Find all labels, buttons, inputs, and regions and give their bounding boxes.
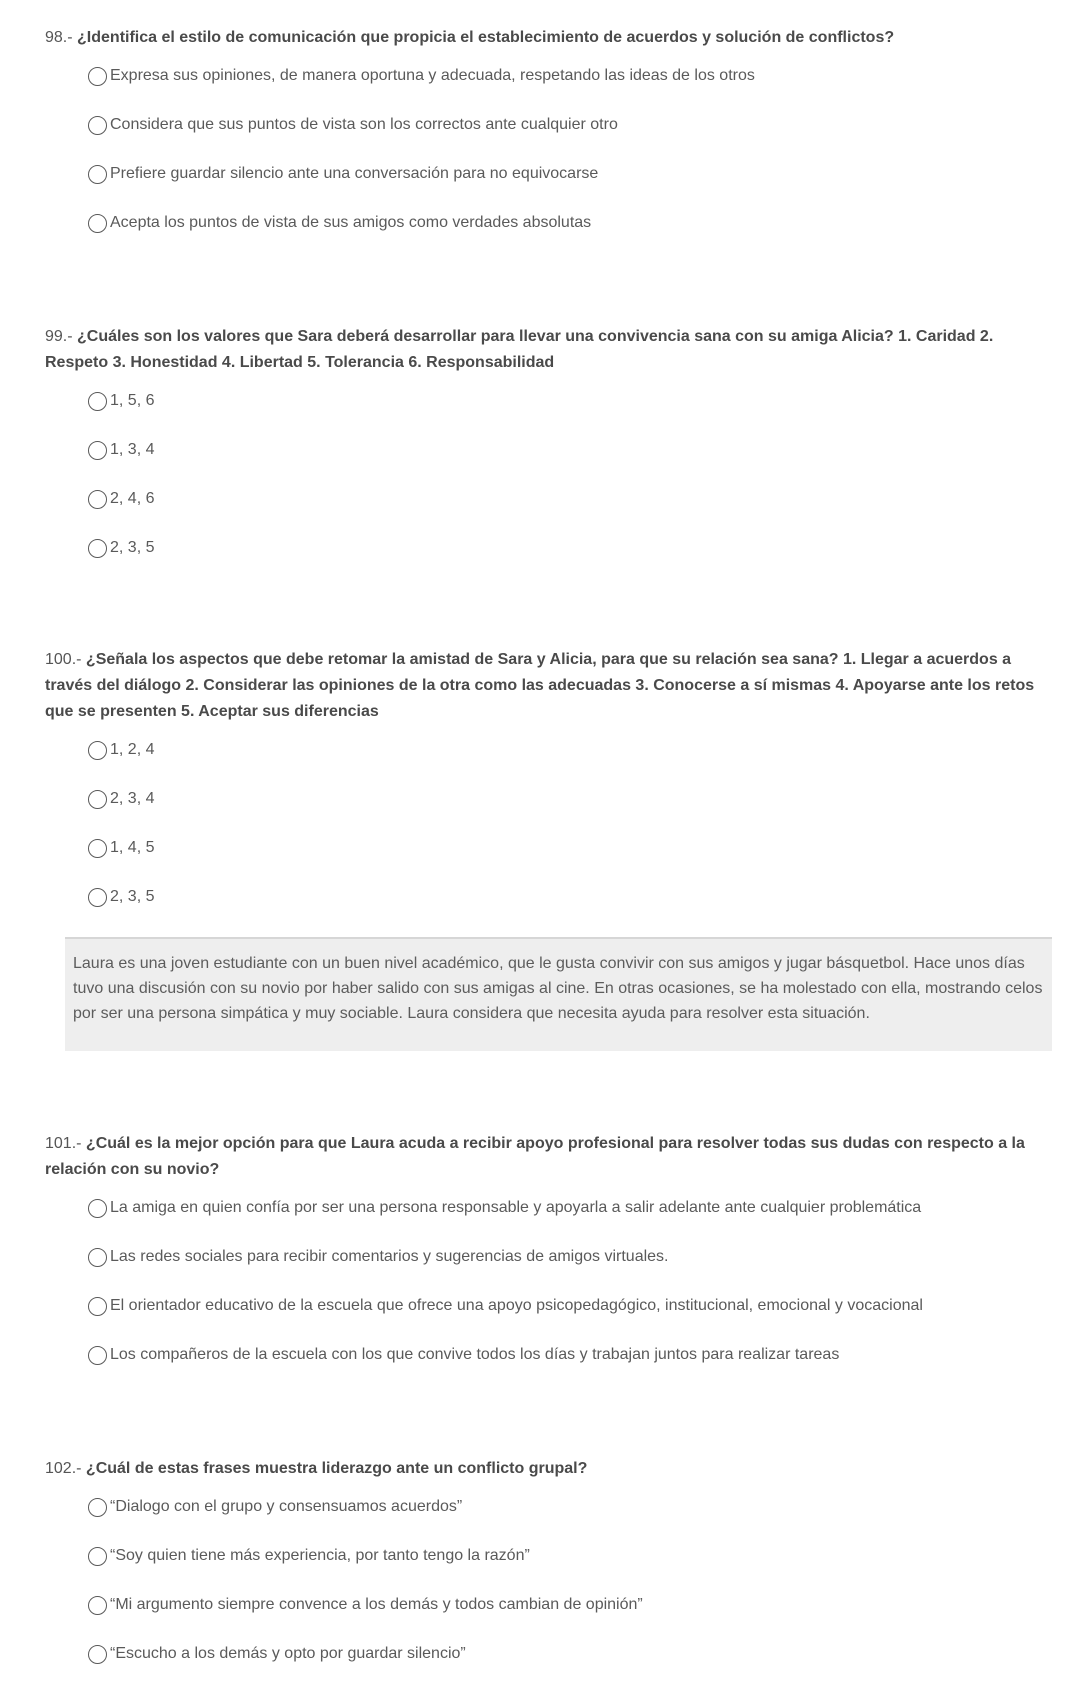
radio-circle-icon[interactable]	[88, 1498, 107, 1517]
options-list	[45, 63, 1055, 236]
option-label[interactable]: El orientador educativo de la escuela que ofrece una apoyo psicopedagógico, institucional, emocional y vocacional	[110, 1297, 923, 1314]
question-title	[45, 25, 1055, 51]
radio-circle-icon[interactable]	[88, 392, 107, 411]
option-radio[interactable]	[88, 1543, 1055, 1569]
question-number: 102.-	[45, 1460, 82, 1477]
option-radio[interactable]	[88, 388, 1055, 414]
question-number: 100.-	[45, 651, 82, 668]
question-text: ¿Señala los aspectos que debe retomar la amistad de Sara y Alicia, para que su relación sea sana? 1. Llegar a acuerdos a través del diálogo 2. Considerar las opiniones de la otra como las adecuadas 3. Conocerse a sí mismas 4. Apoyarse ante los retos que se presenten 5. Aceptar sus diferencias	[45, 651, 1035, 720]
question-number: 99.-	[45, 328, 73, 345]
radio-circle-icon[interactable]	[88, 790, 107, 809]
options-list	[45, 737, 1055, 910]
option-label[interactable]: 1, 3, 4	[110, 441, 155, 458]
option-label[interactable]: Expresa sus opiniones, de manera oportuna y adecuada, respetando las ideas de los otros	[110, 67, 755, 84]
option-label[interactable]: 1, 5, 6	[110, 392, 155, 409]
option-radio[interactable]	[88, 737, 1055, 763]
radio-circle-icon[interactable]	[88, 116, 107, 135]
option-radio[interactable]	[88, 161, 1055, 187]
option-label[interactable]: Los compañeros de la escuela con los que convive todos los días y trabajan juntos para realizar tareas	[110, 1346, 840, 1363]
question-text: ¿Cuáles son los valores que Sara deberá desarrollar para llevar una convivencia sana con su amiga Alicia? 1. Caridad 2. Respeto 3. Honestidad 4. Libertad 5. Tolerancia 6. Responsabilidad	[45, 328, 994, 371]
question-title	[45, 1131, 1055, 1183]
option-radio[interactable]	[88, 486, 1055, 512]
radio-circle-icon[interactable]	[88, 1346, 107, 1365]
radio-circle-icon[interactable]	[88, 741, 107, 760]
question-title	[45, 1456, 1055, 1482]
radio-circle-icon[interactable]	[88, 1199, 107, 1218]
option-label[interactable]: 2, 3, 5	[110, 888, 155, 905]
option-label[interactable]: “Soy quien tiene más experiencia, por tanto tengo la razón”	[110, 1547, 530, 1564]
option-radio[interactable]	[88, 1641, 1055, 1667]
radio-circle-icon[interactable]	[88, 539, 107, 558]
radio-circle-icon[interactable]	[88, 1248, 107, 1267]
option-radio[interactable]	[88, 112, 1055, 138]
option-label[interactable]: “Escucho a los demás y opto por guardar silencio”	[110, 1645, 466, 1662]
question-text: ¿Cuál de estas frases muestra liderazgo ante un conflicto grupal?	[85, 1460, 588, 1477]
options-list	[45, 1195, 1055, 1368]
option-radio[interactable]	[88, 437, 1055, 463]
option-label[interactable]: 2, 3, 5	[110, 539, 155, 556]
radio-circle-icon[interactable]	[88, 441, 107, 460]
reading-passage: Laura es una joven estudiante con un buen nivel académico, que le gusta convivir con sus amigos y jugar básquetbol. Hace unos días tuvo una discusión con su novio por haber salido con sus amigas al cine. En otras ocasiones, se ha molestado con ella, mostrando celos por ser una persona simpática y muy sociable. Laura considera que necesita ayuda para resolver esta situación.	[65, 937, 1052, 1051]
radio-circle-icon[interactable]	[88, 214, 107, 233]
option-radio[interactable]	[88, 63, 1055, 89]
option-label[interactable]: Prefiere guardar silencio ante una conversación para no equivocarse	[110, 165, 599, 182]
option-radio[interactable]	[88, 884, 1055, 910]
question-101	[45, 1131, 1055, 1391]
option-radio[interactable]	[88, 535, 1055, 561]
option-label[interactable]: Considera que sus puntos de vista son los correctos ante cualquier otro	[110, 116, 618, 133]
options-list	[45, 1494, 1055, 1667]
question-title	[45, 324, 1055, 376]
option-radio[interactable]	[88, 1494, 1055, 1520]
radio-circle-icon[interactable]	[88, 490, 107, 509]
option-label[interactable]: 2, 4, 6	[110, 490, 155, 507]
option-radio[interactable]	[88, 835, 1055, 861]
radio-circle-icon[interactable]	[88, 165, 107, 184]
option-label[interactable]: Las redes sociales para recibir comentarios y sugerencias de amigos virtuales.	[110, 1248, 669, 1265]
option-radio[interactable]	[88, 1244, 1055, 1270]
option-label[interactable]: “Dialogo con el grupo y consensuamos acuerdos”	[110, 1498, 463, 1515]
radio-circle-icon[interactable]	[88, 1645, 107, 1664]
radio-circle-icon[interactable]	[88, 1547, 107, 1566]
question-98	[45, 25, 1055, 259]
option-label[interactable]: 1, 2, 4	[110, 741, 155, 758]
option-radio[interactable]	[88, 786, 1055, 812]
radio-circle-icon[interactable]	[88, 67, 107, 86]
option-label[interactable]: La amiga en quien confía por ser una persona responsable y apoyarla a salir adelante ante cualquier problemática	[110, 1199, 922, 1216]
option-label[interactable]: “Mi argumento siempre convence a los demás y todos cambian de opinión”	[110, 1596, 643, 1613]
question-99	[45, 324, 1055, 584]
option-label[interactable]: Acepta los puntos de vista de sus amigos como verdades absolutas	[110, 214, 592, 231]
option-radio[interactable]	[88, 210, 1055, 236]
options-list	[45, 388, 1055, 561]
question-title	[45, 647, 1055, 725]
option-radio[interactable]	[88, 1195, 1055, 1221]
question-number: 101.-	[45, 1135, 82, 1152]
option-label[interactable]: 1, 4, 5	[110, 839, 155, 856]
radio-circle-icon[interactable]	[88, 888, 107, 907]
radio-circle-icon[interactable]	[88, 839, 107, 858]
radio-circle-icon[interactable]	[88, 1297, 107, 1316]
question-102	[45, 1456, 1055, 1690]
option-radio[interactable]	[88, 1592, 1055, 1618]
option-radio[interactable]	[88, 1293, 1055, 1319]
option-label[interactable]: 2, 3, 4	[110, 790, 155, 807]
option-radio[interactable]	[88, 1342, 1055, 1368]
question-number: 98.-	[45, 29, 73, 46]
question-100	[45, 647, 1055, 933]
question-text: ¿Cuál es la mejor opción para que Laura acuda a recibir apoyo profesional para resolver todas sus dudas con respecto a la relación con su novio?	[45, 1135, 1025, 1178]
question-text: ¿Identifica el estilo de comunicación que propicia el establecimiento de acuerdos y solución de conflictos?	[77, 29, 895, 46]
radio-circle-icon[interactable]	[88, 1596, 107, 1615]
